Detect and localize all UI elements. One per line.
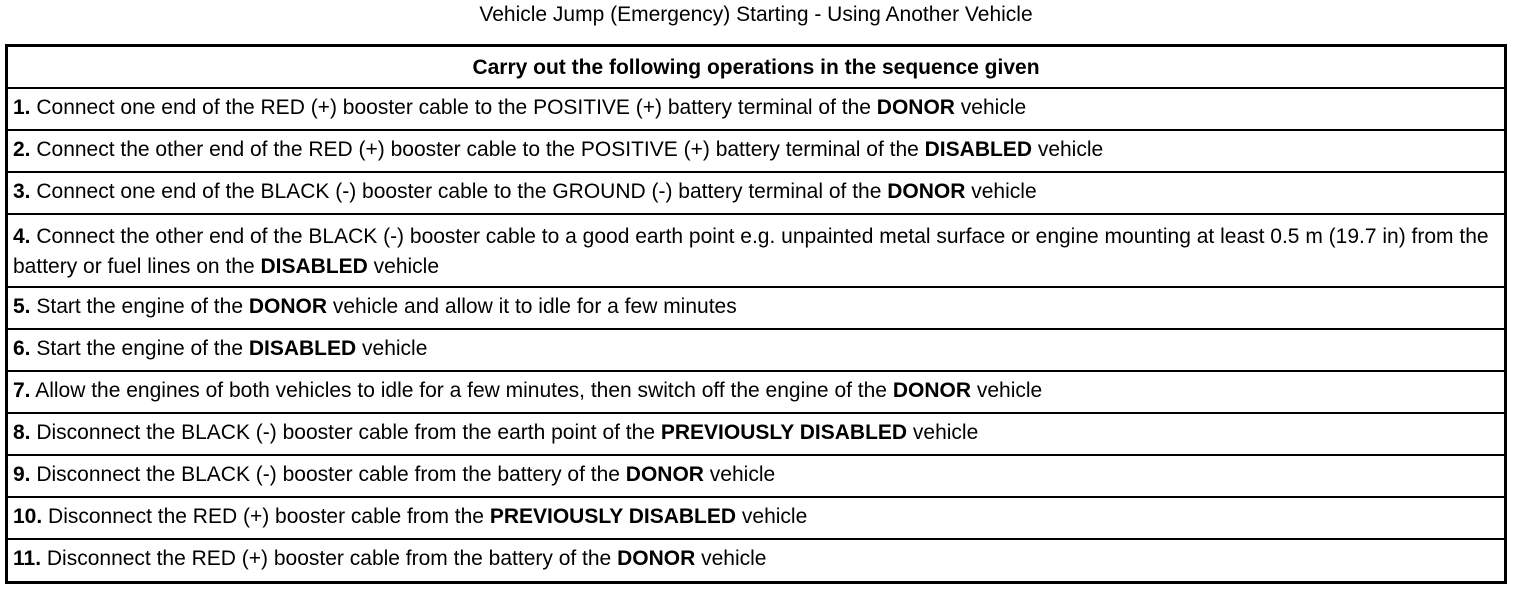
steps-table bbox=[5, 44, 1507, 584]
step-row-9 bbox=[8, 456, 1504, 498]
step-row-2 bbox=[8, 131, 1504, 173]
step-text: Disconnect the BLACK (-) booster cable from the earth point of the bbox=[30, 421, 661, 444]
step-text: Disconnect the BLACK (-) booster cable from the battery of the bbox=[30, 463, 626, 486]
step-row-1 bbox=[8, 89, 1504, 131]
step-number: 10. bbox=[13, 505, 43, 528]
step-text-end: vehicle bbox=[367, 255, 440, 278]
step-number: 5. bbox=[13, 295, 31, 318]
step-text-end: vehicle bbox=[954, 96, 1027, 119]
step-emphasis: DISABLED bbox=[248, 337, 357, 360]
step-row-8 bbox=[8, 414, 1504, 456]
step-text: Connect one end of the RED (+) booster cable to the POSITIVE (+) battery terminal of the bbox=[30, 96, 877, 119]
step-row-7 bbox=[8, 372, 1504, 414]
step-text: Connect one end of the BLACK (-) booster cable to the GROUND (-) battery terminal of the bbox=[30, 180, 888, 203]
step-text-end: vehicle bbox=[703, 463, 776, 486]
step-emphasis: DONOR bbox=[876, 96, 955, 119]
step-text: Disconnect the RED (+) booster cable from the battery of the bbox=[41, 547, 618, 570]
step-text-end: vehicle bbox=[971, 379, 1043, 402]
step-number: 6. bbox=[13, 337, 31, 360]
step-number: 9. bbox=[13, 463, 31, 486]
step-number: 8. bbox=[13, 421, 31, 444]
table-header: Carry out the following operations in the sequence given bbox=[8, 47, 1504, 89]
step-text-end: vehicle bbox=[695, 547, 767, 570]
step-text-end: vehicle bbox=[965, 180, 1037, 203]
step-text: Connect the other end of the RED (+) booster cable to the POSITIVE (+) battery terminal of the bbox=[30, 138, 925, 161]
step-number: 7. bbox=[13, 379, 31, 402]
step-emphasis: DISABLED bbox=[260, 255, 368, 278]
step-emphasis: PREVIOUSLY DISABLED bbox=[489, 505, 737, 528]
step-row-3 bbox=[8, 173, 1504, 215]
step-emphasis: DONOR bbox=[617, 547, 696, 570]
step-emphasis: PREVIOUSLY DISABLED bbox=[660, 421, 908, 444]
step-text-end: vehicle bbox=[356, 337, 428, 360]
step-text-end: vehicle bbox=[736, 505, 808, 528]
step-number: 1. bbox=[13, 96, 31, 119]
step-emphasis: DONOR bbox=[625, 463, 704, 486]
step-number: 4. bbox=[13, 225, 31, 248]
step-text: Allow the engines of both vehicles to idle for a few minutes, then switch off the engine of the bbox=[30, 379, 893, 402]
step-row-4 bbox=[8, 215, 1504, 288]
step-text: Start the engine of the bbox=[30, 295, 249, 318]
document-title: Vehicle Jump (Emergency) Starting - Using Another Vehicle bbox=[479, 3, 1033, 26]
step-row-6 bbox=[8, 330, 1504, 372]
step-text-end: vehicle bbox=[1031, 138, 1104, 161]
step-row-11 bbox=[8, 540, 1504, 581]
step-row-10 bbox=[8, 498, 1504, 540]
step-number: 2. bbox=[13, 138, 31, 161]
step-text: Start the engine of the bbox=[30, 337, 249, 360]
step-text-end: vehicle bbox=[907, 421, 979, 444]
step-emphasis: DISABLED bbox=[924, 138, 1032, 161]
step-number: 3. bbox=[13, 180, 31, 203]
step-emphasis: DONOR bbox=[892, 379, 971, 402]
step-emphasis: DONOR bbox=[887, 180, 966, 203]
step-emphasis: DONOR bbox=[248, 295, 328, 318]
step-text-end: vehicle and allow it to idle for a few minutes bbox=[327, 295, 737, 318]
step-text: Connect the other end of the BLACK (-) booster cable to a good earth point e.g. unpainted metal surface or engine mounting at least 0.5 m (19.7 in) from the battery or fuel lines on the bbox=[13, 225, 1489, 278]
step-number: 11. bbox=[13, 547, 42, 570]
step-row-5 bbox=[8, 288, 1504, 330]
step-text: Disconnect the RED (+) booster cable from the bbox=[42, 505, 490, 528]
